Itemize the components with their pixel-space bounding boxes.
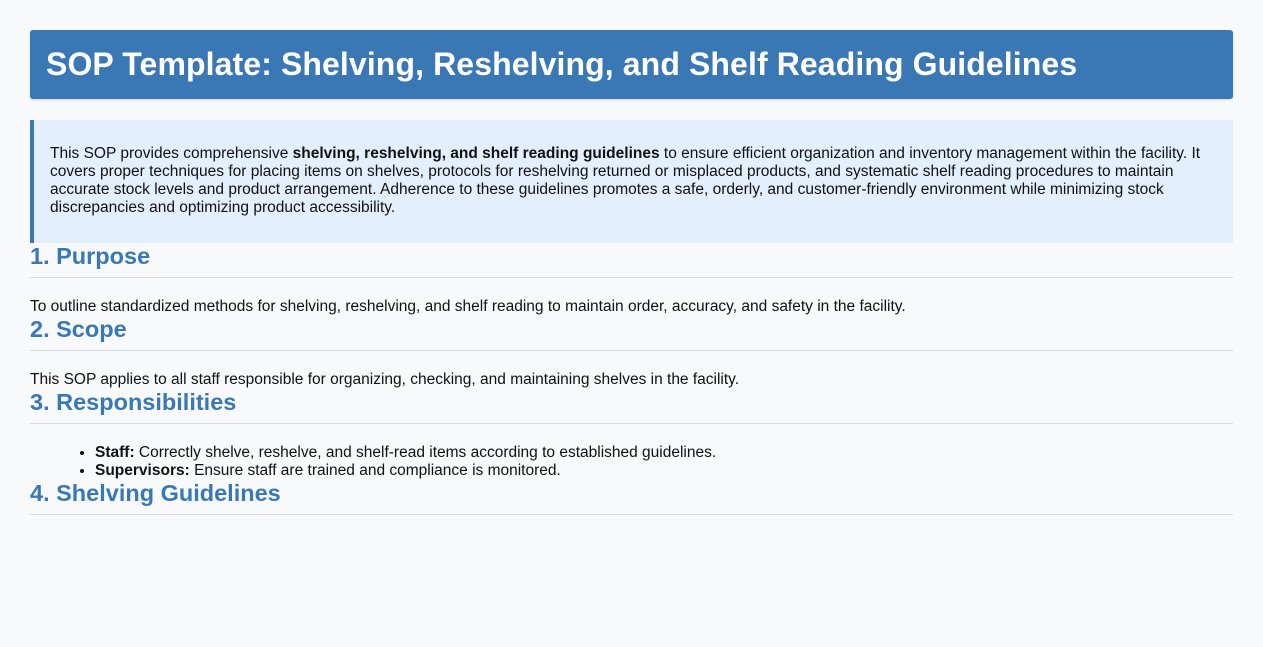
section-heading-shelving-guidelines: 4. Shelving Guidelines bbox=[30, 480, 1233, 515]
section-heading-scope: 2. Scope bbox=[30, 316, 1233, 351]
responsibilities-list bbox=[30, 444, 1233, 480]
purpose-text: To outline standardized methods for shelving, reshelving, and shelf reading to maintain order, accuracy, and safety in the facility. bbox=[30, 298, 906, 315]
list-item bbox=[95, 462, 1233, 480]
section-heading-responsibilities: 3. Responsibilities bbox=[30, 389, 1233, 424]
list-item bbox=[95, 444, 1233, 462]
intro-text-bold: shelving, reshelving, and shelf reading guidelines bbox=[292, 145, 660, 162]
section-heading-purpose: 1. Purpose bbox=[30, 243, 1233, 278]
intro-callout bbox=[30, 120, 1233, 243]
intro-text-prefix: This SOP provides comprehensive bbox=[50, 145, 293, 162]
responsibility-text: Ensure staff are trained and compliance is monitored. bbox=[189, 462, 561, 479]
title-banner bbox=[30, 30, 1233, 99]
page-title: SOP Template: Shelving, Reshelving, and Shelf Reading Guidelines bbox=[46, 46, 1078, 82]
responsibility-role: Supervisors: bbox=[95, 462, 190, 479]
responsibility-text: Correctly shelve, reshelve, and shelf-read items according to established guidelines. bbox=[134, 444, 717, 461]
scope-text: This SOP applies to all staff responsible for organizing, checking, and maintaining shelves in the facility. bbox=[30, 371, 740, 388]
intro-text-suffix: to ensure efficient organization and inventory management within the facility. It covers proper techniques for placing items on shelves, protocols for reshelving returned or misplaced products, and systematic shelf reading procedures to maintain accurate stock levels and product arrangement. Adherence to these guidelines promotes a safe, orderly, and customer-friendly environment while minimizing stock discrepancies and optimizing product accessibility. bbox=[50, 145, 1201, 216]
responsibility-role: Staff: bbox=[95, 444, 135, 461]
